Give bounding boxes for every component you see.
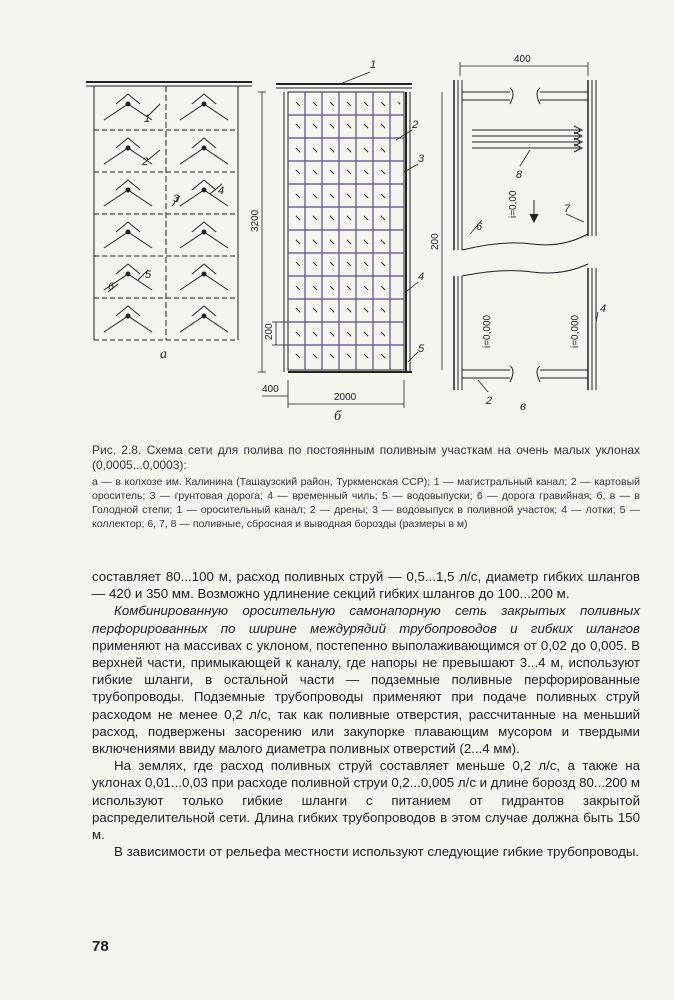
paragraph-3: На землях, где расход поливных струй составляет меньше 0,2 л/с, а также на уклонах 0,01...0,03 при расходе поливной струи 0,2...0,005 л/с и длине борозд 80...200 м используют только гибкие шланги с питанием от гидрантов закрытой распределительной сети. Длина гибких трубопроводов в этом случае должна быть 150 м.: [92, 758, 640, 843]
label-a-5: 5: [145, 269, 152, 281]
diagram-b: [276, 84, 412, 372]
dim-b-height: 3200: [250, 209, 261, 232]
label-b-5: 5: [418, 343, 425, 355]
figure-2-8: [0, 40, 674, 430]
label-c-8: 8: [516, 169, 523, 181]
label-c-2: 2: [486, 395, 493, 407]
caption-legend: а — в колхозе им. Калинина (Ташаузский район, Туркменская ССР); 1 — магистральный канал; 2 — картовый ороситель; 3 — грунтовая дорога; 4 — временный чиль; 5 — водовыпуски; 6 — дорога гравийная; б, в — в Голодной степи; 1 — оросительный канал; 2 — дрены; 3 — водовыпуск в поливной участок; 4 — лотки; 5 — коллектор; 6, 7, 8 — поливные, сбросная и выводная борозды (размеры в м): [92, 476, 640, 530]
sublabel-c: в: [520, 399, 527, 414]
label-a-2: 2: [142, 156, 149, 168]
label-b-1: 1: [370, 59, 377, 71]
slope-right: i=0,000: [570, 314, 581, 348]
slope-left: i=0,000: [482, 314, 493, 348]
dim-b-width: 2000: [334, 392, 357, 403]
label-b-4: 4: [418, 271, 425, 283]
slope-top: i=0,00: [508, 190, 519, 218]
sublabel-b: б: [334, 409, 342, 424]
label-a-6: 6: [108, 281, 115, 293]
dim-c-width: 400: [514, 54, 531, 65]
paragraph-2-rest: применяют на массивах с уклоном, постепенно выполаживающимся от 0,02 до 0,005. В верхней части, примыкающей к каналу, где напоры не превышают 3...4 м, используют гибкие шланги, в остальной части — подземные поливные перфорированные трубопроводы. Подземные трубопроводы применяют при подаче поливных струй расходом не менее 0,2 л/с, так как поливные отверстия, рассчитанные на меньший расход, подвержены засорению или закупорке плавающим мусором и твердыми включениями ввиду малого диаметра поливных отверстий (2...4 мм).: [92, 637, 640, 757]
paragraph-4: В зависимости от рельефа местности используют следующие гибкие трубопроводы.: [114, 844, 640, 860]
paragraph-2-emphasis: Комбинированную оросительную самонапорную сеть закрытых поливных перфорированных по ширине междурядий трубопроводов и гибких шлангов: [92, 603, 640, 636]
label-b-3: 3: [418, 153, 425, 165]
label-a-1: 1: [144, 113, 151, 125]
diagram-a: [86, 82, 252, 340]
body-text: [92, 568, 640, 860]
diagram-b-dimensions: [258, 72, 418, 408]
label-a-3: 3: [173, 193, 180, 205]
dim-c-height: 200: [430, 233, 441, 250]
dim-b-cell: 200: [264, 323, 275, 340]
diagram-b-grid: [288, 92, 404, 370]
label-a-4: 4: [218, 185, 225, 197]
label-c-7: 7: [564, 203, 571, 215]
figure-caption: [92, 443, 640, 531]
paragraph-1: составляет 80...100 м, расход поливных струй — 0,5...1,5 л/с, диаметр гибких шлангов — 420 и 350 мм. Возможно удлинение секций гибких шлангов до 100...200 м.: [92, 569, 640, 602]
label-c-4: 4: [600, 303, 607, 315]
paragraph-2: [92, 602, 640, 757]
sublabel-a: а: [160, 347, 167, 362]
caption-title: Рис. 2.8. Схема сети для полива по постоянным поливным участкам на очень малых уклонах (0,0005...0,0003):: [92, 443, 640, 472]
label-c-6: 6: [476, 221, 483, 233]
label-b-2: 2: [412, 119, 419, 131]
page-number: 78: [92, 938, 109, 955]
dim-b-offset: 400: [262, 384, 279, 395]
figure-drawing: [0, 40, 674, 430]
